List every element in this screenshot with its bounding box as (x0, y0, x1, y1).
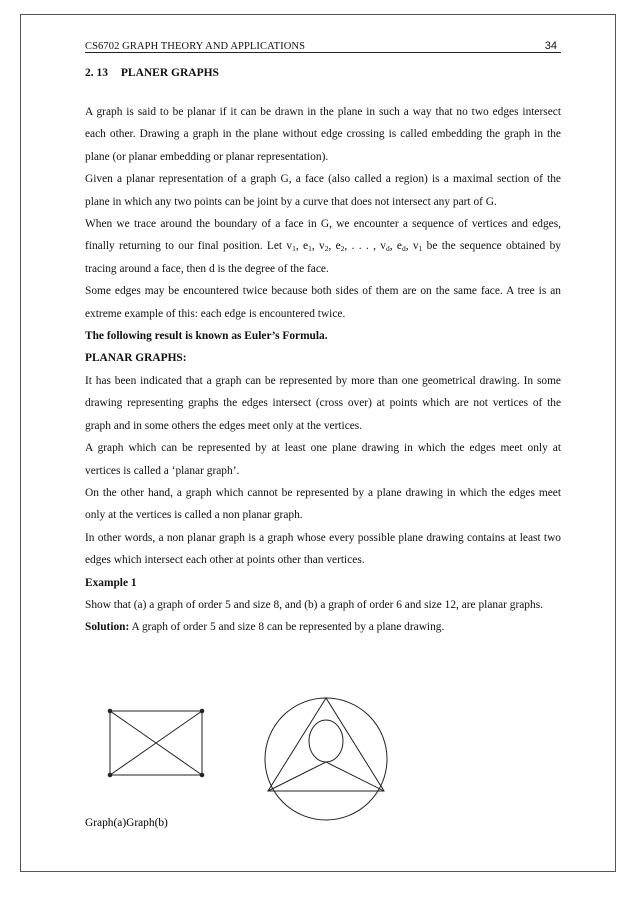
figure-caption: Graph(a)Graph(b) (85, 817, 168, 829)
page-number: 34 (544, 40, 557, 52)
planar-graphs-heading: PLANAR GRAPHS: (85, 352, 187, 365)
page-header (85, 34, 561, 53)
paragraph-geometrical-drawing: It has been indicated that a graph can be represented by more than one geometrical drawing. In some drawing representing graphs the edges intersect (cross over) at points which are not vertices of the graph and in some others the edges meet only at the vertices. (85, 374, 561, 432)
body-text (85, 101, 561, 639)
paragraph-planar-definition: A graph is said to be planar if it can be drawn in the plane in such a way that no two edges intersect each other. Drawing a graph in the plane without edge crossing is called embedding the graph in the plane (or planar embedding or planar representation). (85, 106, 561, 163)
paragraph-face-trace: When we trace around the boundary of a face in G, we encounter a sequence of vertices and edges, finally returning to our final position. Let $v_1$, $e_1$, $v_2$, $e_2$, . . . , $v_d$, $e_d$, $v_1$ be the sequence obtained by tracing around a face, then d is the degree of the face. (85, 218, 561, 275)
paragraph-non-planar-other-words: In other words, a non planar graph is a graph whose every possible plane drawing contains at least two edges which intersect each other at points other than vertices. (85, 531, 561, 567)
euler-formula-intro: The following result is known as Euler’s Formula. (85, 330, 328, 343)
solution-label: Solution: (85, 621, 130, 634)
example-heading: Example 1 (85, 576, 137, 589)
paragraph-planar-graph-def: A graph which can be represented by at least one plane drawing in which the edges meet only at vertices is called a ‘planar graph’. (85, 442, 561, 477)
header-title: CS6702 GRAPH THEORY AND APPLICATIONS (85, 41, 306, 52)
section-number: 2. 13 (85, 67, 108, 79)
example-text: Show that (a) a graph of order 5 and size 8, and (b) a graph of order 6 and size 12, are planar graphs. (85, 598, 543, 611)
paragraph-edges-twice: Some edges may be encountered twice because both sides of them are on the same face. A tree is an extreme example of this: each edge is encountered twice. (85, 285, 561, 320)
paragraph-non-planar-def: On the other hand, a graph which cannot be represented by a plane drawing in which the edges meet only at the vertices is called a non planar graph. (85, 486, 561, 522)
section-heading: PLANER GRAPHS (120, 67, 219, 79)
section-title (85, 67, 561, 79)
solution-text: A graph of order 5 and size 8 can be represented by a plane drawing. (129, 621, 445, 634)
paragraph-face-definition: Given a planar representation of a graph G, a face (also called a region) is a maximal section of the plane in which any two points can be joint by a curve that does not intersect any part of G. (85, 173, 561, 208)
page-content (85, 34, 561, 639)
solution-line (85, 616, 561, 638)
